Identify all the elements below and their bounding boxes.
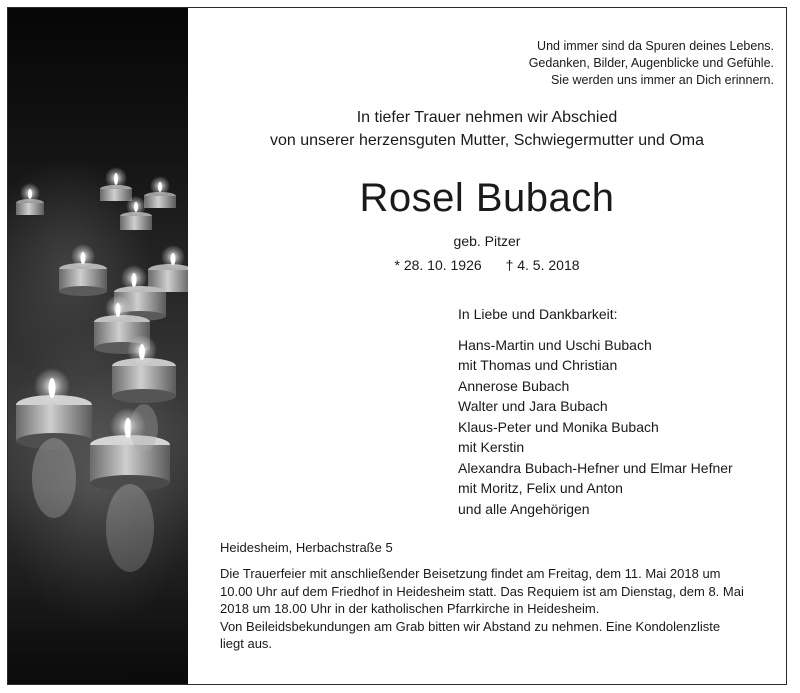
mourners-list xyxy=(458,304,733,519)
quote-line: Sie werden uns immer an Dich erinnern. xyxy=(550,73,774,87)
mourner-line: und alle Angehörigen xyxy=(458,500,590,517)
notice-line: liegt aus. xyxy=(220,636,273,651)
mourner-line: mit Moritz, Felix und Anton xyxy=(458,480,623,496)
birth-date: * 28. 10. 1926 xyxy=(394,257,482,273)
notice-line: Die Trauerfeier mit anschließender Beisetzung findet am Freitag, dem 11. Mai 2018 um xyxy=(220,566,721,581)
candle-mid-1 xyxy=(59,244,107,296)
memorial-quote xyxy=(529,38,774,89)
candle-far-3 xyxy=(144,176,176,208)
notice-line: 10.00 Uhr auf dem Friedhof in Heidesheim statt. Das Requiem ist am Dienstag, dem 8. Mai xyxy=(220,583,744,599)
mourner-line: Hans-Martin und Uschi Bubach xyxy=(458,336,652,353)
farewell-intro xyxy=(188,106,786,152)
deceased-name: Rosel Bubach xyxy=(359,176,615,220)
mourner-line: Klaus-Peter und Monika Bubach xyxy=(458,418,659,435)
intro-line: von unserer herzensguten Mutter, Schwiegermutter und Oma xyxy=(270,132,704,149)
intro-line: In tiefer Trauer nehmen wir Abschied xyxy=(356,109,618,126)
mourner-line: mit Thomas und Christian xyxy=(458,357,618,373)
mourner-line: Walter und Jara Bubach xyxy=(458,398,608,414)
candle-far-1 xyxy=(16,183,44,215)
notice-line: 2018 um 18.00 Uhr in der katholischen Pfarrkirche in Heidesheim. xyxy=(220,601,600,616)
candles-photo xyxy=(8,8,188,684)
life-dates xyxy=(188,257,786,273)
mourner-line: mit Kerstin xyxy=(458,439,525,455)
family-address: Heidesheim, Herbachstraße 5 xyxy=(220,540,393,555)
notice-line: Von Beileidsbekundungen am Grab bitten wir Abstand zu nehmen. Eine Kondolenzliste xyxy=(220,618,721,634)
mourner-line: Annerose Bubach xyxy=(458,377,570,394)
candle-far-2 xyxy=(100,167,132,201)
funeral-notice xyxy=(220,565,760,653)
death-date: † 4. 5. 2018 xyxy=(505,257,580,273)
candle-near-2 xyxy=(90,408,170,491)
candle-near-1 xyxy=(16,368,92,449)
candles-illustration xyxy=(8,8,188,684)
maiden-name: geb. Pitzer xyxy=(453,233,521,249)
quote-line: Und immer sind da Spuren deines Lebens. xyxy=(537,39,774,53)
candle-mid-2 xyxy=(148,245,188,292)
quote-line: Gedanken, Bilder, Augenblicke und Gefühle. xyxy=(528,56,774,70)
mourner-line: Alexandra Bubach-Hefner und Elmar Hefner xyxy=(458,459,733,476)
notice-text-area xyxy=(188,8,786,684)
mourners-heading: In Liebe und Dankbarkeit: xyxy=(458,306,618,322)
obituary-notice xyxy=(7,7,787,685)
